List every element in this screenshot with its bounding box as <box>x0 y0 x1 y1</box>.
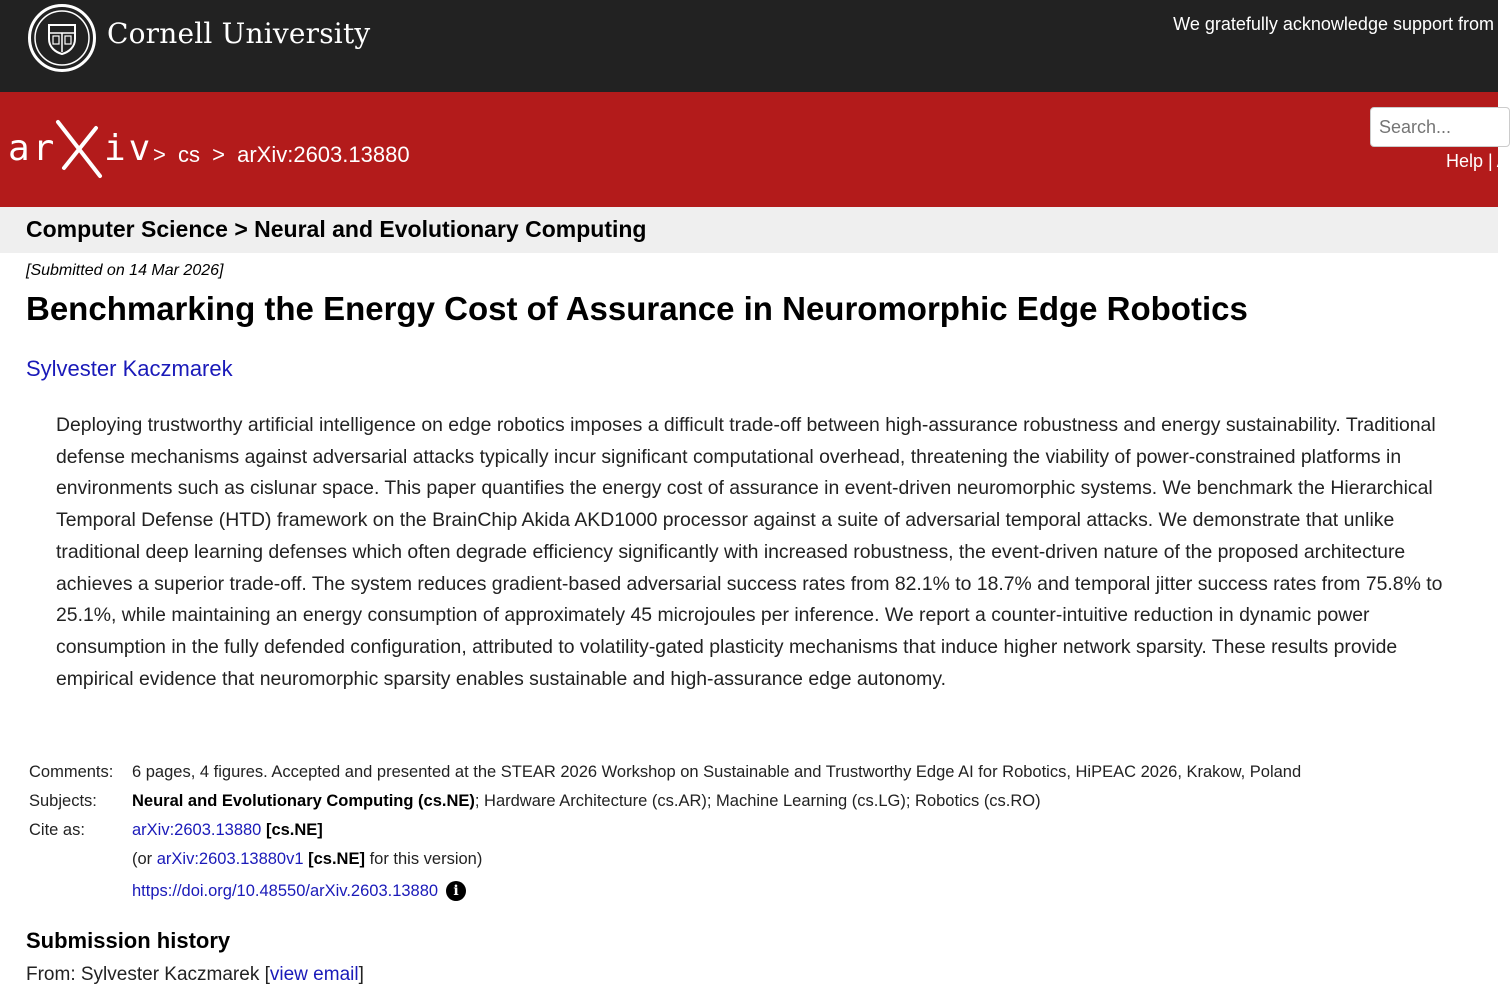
author-link[interactable]: Sylvester Kaczmarek <box>26 356 233 381</box>
breadcrumb-paper-id: arXiv:2603.13880 <box>237 142 410 167</box>
help-link[interactable]: Help | A <box>1446 151 1509 171</box>
subject-heading: Computer Science > Neural and Evolutionary Computing <box>26 216 647 242</box>
comments-label: Comments: <box>29 763 114 781</box>
cite-value <box>132 821 323 840</box>
breadcrumb-category-link[interactable]: cs <box>177 142 200 167</box>
doi-value <box>132 881 466 901</box>
version-id-link[interactable]: arXiv:2603.13880v1 <box>156 850 304 868</box>
other-subjects: ; Hardware Architecture (cs.AR); Machine Learning (cs.LG); Robotics (cs.RO) <box>474 792 1041 810</box>
submission-history-heading: Submission history <box>26 928 231 953</box>
info-icon[interactable]: i <box>446 881 466 901</box>
doi-link[interactable]: https://doi.org/10.48550/arXiv.2603.13880 <box>132 882 439 900</box>
version-prefix: (or <box>132 850 157 868</box>
svg-text:ar: ar <box>8 128 58 169</box>
subjects-value <box>132 792 1041 811</box>
primary-subject: Neural and Evolutionary Computing (cs.NE) <box>132 792 475 810</box>
version-suffix: for this version) <box>364 850 483 868</box>
submission-from <box>26 964 364 986</box>
svg-text:iv: iv <box>104 128 154 169</box>
search-input[interactable] <box>1370 107 1510 147</box>
cornell-university-name[interactable]: Cornell University <box>107 17 371 50</box>
cite-label: Cite as: <box>29 821 85 839</box>
cornell-seal-icon[interactable] <box>28 4 96 72</box>
version-category: [cs.NE] <box>308 850 365 868</box>
paper-title: Benchmarking the Energy Cost of Assurance in Neuromorphic Edge Robotics <box>26 290 1248 327</box>
from-suffix: ] <box>358 964 364 985</box>
from-prefix: From: Sylvester Kaczmarek [ <box>26 964 270 985</box>
abstract-text: Deploying trustworthy artificial intelligence on edge robotics imposes a difficult trade-off between high-assurance robustness and energy sustainability. Traditional defense mechanisms against adversarial attacks typically incur significant computational overhead, threatening the viability of power-constrained platforms in environments such as cislunar space. This paper quantifies the energy cost of assurance in event-driven neuromorphic systems. We benchmark the Hierarchical Temporal Defense (HTD) framework on the BrainChip Akida AKD1000 processor against a suite of adversarial temporal attacks. We demonstrate that unlike traditional deep learning defenses which often degrade efficiency significantly with increased robustness, the event-driven nature of the proposed architecture achieves a superior trade-off. The system reduces gradient-based adversarial success rates from 82.1% to 18.7% and temporal jitter success rates from 75.8% to 25.1%, while maintaining an energy consumption of approximately 45 microjoules per inference. We report a counter-intuitive reduction in dynamic power consumption in the fully defended configuration, attributed to volatility-gated plasticity mechanisms that induce higher network sparsity. These results provide empirical evidence that neuromorphic sparsity enables sustainable and high-assurance edge autonomy. <box>56 414 1443 690</box>
comments-value: 6 pages, 4 figures. Accepted and presented at the STEAR 2026 Workshop on Sustainable and Trustworthy Edge AI for Robotics, HiPEAC 2026, Krakow, Poland <box>132 763 1302 781</box>
support-acknowledgement: We gratefully acknowledge support from <box>1173 14 1494 34</box>
submission-date: [Submitted on 14 Mar 2026] <box>26 262 224 279</box>
arxiv-header <box>0 92 1509 207</box>
cite-category: [cs.NE] <box>265 821 323 839</box>
breadcrumb <box>153 142 416 168</box>
cornell-banner <box>0 0 1498 92</box>
arxiv-logo[interactable] <box>8 116 154 180</box>
subject-header-bar <box>0 207 1498 253</box>
view-email-link[interactable]: view email <box>269 964 359 985</box>
cite-id-link[interactable]: arXiv:2603.13880 <box>132 821 262 839</box>
breadcrumb-separator: > <box>212 142 225 167</box>
subjects-label: Subjects: <box>29 792 97 810</box>
version-value <box>132 850 482 869</box>
breadcrumb-separator: > <box>153 142 166 167</box>
